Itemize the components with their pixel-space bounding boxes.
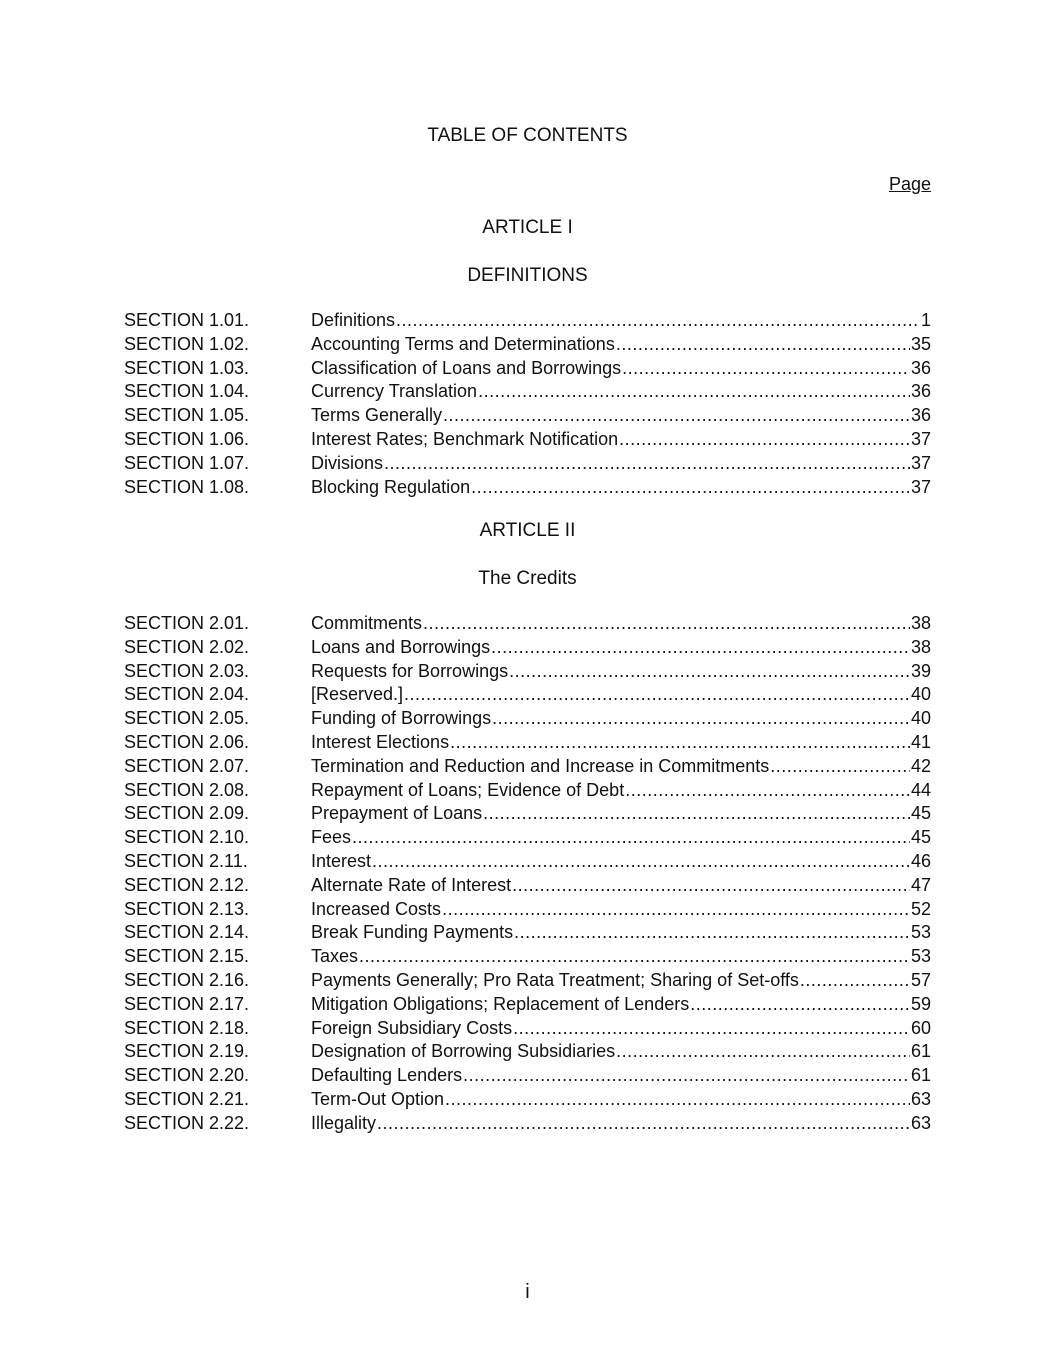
section-number: SECTION 2.05. <box>124 708 250 729</box>
toc-entry-body <box>311 1017 931 1041</box>
toc-entry-body <box>311 969 931 993</box>
section-page-number[interactable]: 53 <box>910 922 931 943</box>
section-title-link[interactable]: Designation of Borrowing Subsidiaries <box>311 1041 616 1062</box>
section-title-link[interactable]: Divisions <box>311 452 384 473</box>
section-page-number[interactable]: 45 <box>910 803 931 824</box>
section-number: SECTION 1.03. <box>124 357 250 378</box>
dot-leader <box>463 1064 910 1088</box>
toc-entry[interactable] <box>124 404 931 428</box>
section-title-link[interactable]: Interest Elections <box>311 731 450 752</box>
section-title-link[interactable]: Loans and Borrowings <box>311 636 491 657</box>
dot-leader <box>492 707 910 731</box>
toc-entry[interactable] <box>124 993 931 1017</box>
toc-entry-body <box>311 636 931 660</box>
dot-leader <box>478 380 910 404</box>
toc-entry[interactable] <box>124 898 931 922</box>
article-2-toc-list <box>124 612 931 1136</box>
footer-page-number: i <box>525 1281 530 1303</box>
toc-entry[interactable] <box>124 850 931 874</box>
dot-leader <box>443 404 910 428</box>
section-title-link[interactable]: Terms Generally <box>311 405 443 426</box>
toc-entry-body <box>311 1040 931 1064</box>
dot-leader <box>619 428 910 452</box>
toc-entry-body <box>311 802 931 826</box>
section-page-number[interactable]: 61 <box>910 1065 931 1086</box>
dot-leader <box>384 452 910 476</box>
dot-leader <box>396 309 920 333</box>
section-title-link[interactable]: Defaulting Lenders <box>311 1065 463 1086</box>
dot-leader <box>514 921 910 945</box>
section-page-number[interactable]: 61 <box>910 1041 931 1062</box>
toc-entry[interactable] <box>124 612 931 636</box>
toc-entry-body <box>311 380 931 404</box>
toc-entry-body <box>311 309 931 333</box>
section-title-link[interactable]: Classification of Loans and Borrowings <box>311 357 622 378</box>
section-title-link[interactable]: Commitments <box>311 613 423 633</box>
section-title-link[interactable]: Illegality <box>311 1112 377 1133</box>
toc-entry-body <box>311 333 931 357</box>
toc-entry-body <box>311 428 931 452</box>
section-title-link[interactable]: Increased Costs <box>311 898 442 919</box>
toc-entry[interactable] <box>124 1112 931 1136</box>
section-number: SECTION 1.01. <box>124 310 250 330</box>
section-page-number[interactable]: 53 <box>910 946 931 967</box>
toc-entry-body <box>311 874 931 898</box>
section-page-number[interactable]: 37 <box>910 452 931 473</box>
section-page-number[interactable]: 42 <box>910 755 931 776</box>
toc-entry-body <box>311 660 931 684</box>
section-title-link[interactable]: Payments Generally; Pro Rata Treatment; Sharing of Set-offs <box>311 969 799 990</box>
section-number: SECTION 2.09. <box>124 803 250 824</box>
section-title-link[interactable]: Definitions <box>311 310 396 330</box>
toc-entry-body <box>311 898 931 922</box>
dot-leader <box>423 612 910 636</box>
dot-leader <box>404 683 910 707</box>
section-page-number[interactable]: 40 <box>910 684 931 705</box>
toc-entry[interactable] <box>124 945 931 969</box>
dot-leader <box>442 898 910 922</box>
toc-entry[interactable] <box>124 969 931 993</box>
section-page-number[interactable]: 57 <box>910 969 931 990</box>
section-title-link[interactable]: Interest <box>311 850 372 871</box>
section-number: SECTION 1.06. <box>124 428 250 449</box>
toc-entry[interactable] <box>124 921 931 945</box>
dot-leader <box>352 826 910 850</box>
dot-leader <box>622 357 910 381</box>
section-page-number[interactable]: 40 <box>910 708 931 729</box>
section-page-number[interactable]: 38 <box>910 636 931 657</box>
toc-entry-body <box>311 357 931 381</box>
toc-entry-body <box>311 612 931 636</box>
section-number: SECTION 2.10. <box>124 827 250 848</box>
section-page-number[interactable]: 37 <box>910 476 931 497</box>
dot-leader <box>616 1040 910 1064</box>
section-page-number[interactable]: 60 <box>910 1017 931 1038</box>
section-title-link[interactable]: Currency Translation <box>311 381 478 402</box>
section-number: SECTION 2.04. <box>124 684 250 705</box>
section-number: SECTION 2.03. <box>124 660 250 681</box>
section-title-link[interactable]: Taxes <box>311 946 359 967</box>
section-page-number[interactable]: 52 <box>910 898 931 919</box>
section-title-link[interactable]: Accounting Terms and Determinations <box>311 333 615 354</box>
section-number: SECTION 2.18. <box>124 1017 250 1038</box>
toc-entry-body <box>311 707 931 731</box>
section-number: SECTION 2.15. <box>124 946 250 967</box>
section-number: SECTION 2.22. <box>124 1112 250 1133</box>
dot-leader <box>512 874 910 898</box>
section-title-link[interactable]: Prepayment of Loans <box>311 803 483 824</box>
section-page-number[interactable]: 36 <box>910 357 931 378</box>
page-column-label: Page <box>888 174 931 194</box>
document-title: TABLE OF CONTENTS <box>427 125 628 146</box>
dot-leader <box>509 660 910 684</box>
toc-entry[interactable] <box>124 309 931 333</box>
dot-leader <box>625 779 910 803</box>
section-title-link[interactable]: Alternate Rate of Interest <box>311 874 512 895</box>
toc-entry[interactable] <box>124 357 931 381</box>
toc-entry[interactable] <box>124 660 931 684</box>
section-page-number[interactable]: 59 <box>910 993 931 1014</box>
toc-entry[interactable] <box>124 476 931 500</box>
section-title-link[interactable]: Termination and Reduction and Increase in Commitments <box>311 755 770 776</box>
toc-entry[interactable] <box>124 755 931 779</box>
toc-entry-body <box>311 993 931 1017</box>
section-title-link[interactable]: [Reserved.] <box>311 684 404 705</box>
article-1-toc-list <box>124 309 931 499</box>
toc-entry[interactable] <box>124 731 931 755</box>
section-number: SECTION 2.17. <box>124 993 250 1014</box>
section-page-number[interactable]: 46 <box>910 850 931 871</box>
section-page-number[interactable]: 45 <box>910 827 931 848</box>
toc-entry-body <box>311 921 931 945</box>
toc-entry-body <box>311 779 931 803</box>
dot-leader <box>690 993 910 1017</box>
section-title-link[interactable]: Funding of Borrowings <box>311 708 492 729</box>
section-number: SECTION 2.06. <box>124 731 250 752</box>
toc-entry[interactable] <box>124 1088 931 1112</box>
section-number: SECTION 1.05. <box>124 405 250 426</box>
toc-entry[interactable] <box>124 874 931 898</box>
section-number: SECTION 2.19. <box>124 1041 250 1062</box>
section-number: SECTION 2.20. <box>124 1065 250 1086</box>
dot-leader <box>445 1088 910 1112</box>
toc-entry-body <box>311 1064 931 1088</box>
toc-entry-body <box>311 476 931 500</box>
section-page-number[interactable]: 44 <box>910 779 931 800</box>
toc-entry-body <box>311 731 931 755</box>
section-number: SECTION 2.16. <box>124 969 250 990</box>
dot-leader <box>450 731 910 755</box>
toc-entry[interactable] <box>124 1064 931 1088</box>
toc-entry-body <box>311 945 931 969</box>
dot-leader <box>471 476 910 500</box>
dot-leader <box>377 1112 910 1136</box>
dot-leader <box>483 802 910 826</box>
section-page-number[interactable]: 1 <box>920 310 931 330</box>
section-number: SECTION 2.12. <box>124 874 250 895</box>
dot-leader <box>770 755 910 779</box>
section-title-link[interactable]: Interest Rates; Benchmark Notification <box>311 428 619 449</box>
section-title-link[interactable]: Foreign Subsidiary Costs <box>311 1017 513 1038</box>
section-title-link[interactable]: Requests for Borrowings <box>311 660 509 681</box>
section-number: SECTION 2.13. <box>124 898 250 919</box>
section-title-link[interactable]: Break Funding Payments <box>311 922 514 943</box>
toc-entry[interactable] <box>124 707 931 731</box>
section-title-link[interactable]: Blocking Regulation <box>311 476 471 497</box>
section-page-number[interactable]: 63 <box>910 1112 931 1133</box>
toc-entry[interactable] <box>124 380 931 404</box>
toc-entry[interactable] <box>124 826 931 850</box>
section-page-number[interactable]: 41 <box>910 731 931 752</box>
toc-entry[interactable] <box>124 1017 931 1041</box>
section-number: SECTION 1.02. <box>124 333 250 354</box>
section-page-number[interactable]: 63 <box>910 1088 931 1109</box>
section-number: SECTION 2.08. <box>124 779 250 800</box>
section-title-link[interactable]: Mitigation Obligations; Replacement of Lenders <box>311 993 690 1014</box>
section-number: SECTION 2.07. <box>124 755 250 776</box>
dot-leader <box>513 1017 910 1041</box>
toc-entry-body <box>311 1112 931 1136</box>
section-number: SECTION 2.21. <box>124 1088 250 1109</box>
section-number: SECTION 1.07. <box>124 452 250 473</box>
section-page-number[interactable]: 47 <box>910 874 931 895</box>
dot-leader <box>800 969 910 993</box>
section-number: SECTION 2.02. <box>124 636 250 657</box>
toc-entry-body <box>311 850 931 874</box>
toc-entry[interactable] <box>124 802 931 826</box>
section-page-number[interactable]: 36 <box>910 381 931 402</box>
article-1-title: DEFINITIONS <box>467 265 588 286</box>
toc-entry-body <box>311 826 931 850</box>
toc-entry[interactable] <box>124 636 931 660</box>
article-1-heading: ARTICLE I <box>482 217 573 238</box>
toc-entry[interactable] <box>124 779 931 803</box>
section-number: SECTION 2.11. <box>124 850 248 871</box>
section-title-link[interactable]: Repayment of Loans; Evidence of Debt <box>311 779 625 800</box>
section-page-number[interactable]: 38 <box>910 613 931 633</box>
toc-entry[interactable] <box>124 452 931 476</box>
toc-entry[interactable] <box>124 428 931 452</box>
section-number: SECTION 1.08. <box>124 476 250 497</box>
dot-leader <box>491 636 910 660</box>
article-2-title: The Credits <box>478 568 577 589</box>
section-page-number[interactable]: 37 <box>910 428 931 449</box>
section-page-number[interactable]: 36 <box>910 405 931 426</box>
toc-entry-body <box>311 404 931 428</box>
toc-entry-body <box>311 452 931 476</box>
toc-entry[interactable] <box>124 333 931 357</box>
article-2-heading: ARTICLE II <box>479 520 576 541</box>
section-title-link[interactable]: Fees <box>311 827 352 848</box>
toc-entry[interactable] <box>124 683 931 707</box>
toc-entry-body <box>311 1088 931 1112</box>
dot-leader <box>359 945 910 969</box>
section-number: SECTION 2.01. <box>124 613 250 633</box>
section-page-number[interactable]: 35 <box>910 333 931 354</box>
dot-leader <box>616 333 910 357</box>
section-title-link[interactable]: Term-Out Option <box>311 1088 445 1109</box>
section-page-number[interactable]: 39 <box>910 660 931 681</box>
toc-entry-body <box>311 755 931 779</box>
dot-leader <box>372 850 910 874</box>
section-number: SECTION 2.14. <box>124 922 250 943</box>
toc-entry[interactable] <box>124 1040 931 1064</box>
section-number: SECTION 1.04. <box>124 381 250 402</box>
toc-entry-body <box>311 683 931 707</box>
